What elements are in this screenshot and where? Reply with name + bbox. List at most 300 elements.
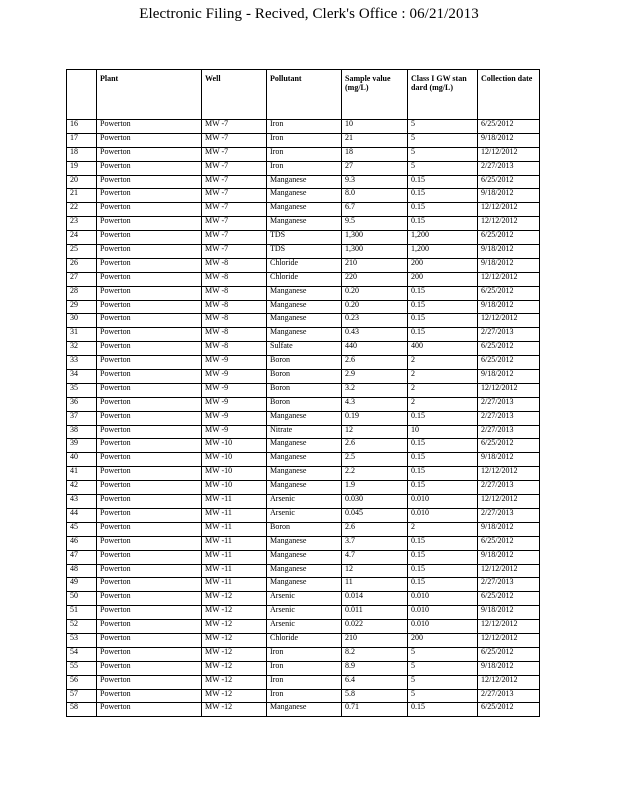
well-cell: MW -7 [202,133,267,147]
collection-date-cell: 6/25/2012 [478,342,540,356]
row-number: 46 [67,536,97,550]
row-number: 47 [67,550,97,564]
plant-cell: Powerton [97,245,202,259]
standard-cell: 0.15 [408,703,478,717]
pollutant-cell: Arsenic [267,592,342,606]
sample-value-cell: 0.014 [342,592,408,606]
pollutant-cell: Iron [267,675,342,689]
row-number: 52 [67,620,97,634]
standard-cell: 0.15 [408,536,478,550]
standard-cell: 0.15 [408,564,478,578]
sample-value-cell: 18 [342,147,408,161]
standard-cell: 5 [408,147,478,161]
well-cell: MW -9 [202,383,267,397]
standard-cell: 5 [408,647,478,661]
standard-cell: 200 [408,272,478,286]
pollutant-cell: Sulfate [267,342,342,356]
sample-value-cell: 11 [342,578,408,592]
row-number: 32 [67,342,97,356]
row-number: 40 [67,453,97,467]
table-row [67,606,540,620]
pollutant-cell: Manganese [267,286,342,300]
sample-value-cell: 5.8 [342,689,408,703]
collection-date-cell: 9/18/2012 [478,661,540,675]
table-row [67,133,540,147]
well-cell: MW -12 [202,592,267,606]
plant-cell: Powerton [97,425,202,439]
well-cell: MW -11 [202,495,267,509]
pollutant-cell: Manganese [267,481,342,495]
sample-value-cell: 0.022 [342,620,408,634]
well-cell: MW -7 [202,161,267,175]
standard-cell: 0.15 [408,453,478,467]
plant-cell: Powerton [97,397,202,411]
pollutant-cell: Manganese [267,411,342,425]
pollutant-cell: Manganese [267,453,342,467]
sample-value-cell: 2.2 [342,467,408,481]
plant-cell: Powerton [97,481,202,495]
row-number: 23 [67,217,97,231]
plant-cell: Powerton [97,328,202,342]
well-cell: MW -7 [202,217,267,231]
pollutant-cell: Chloride [267,633,342,647]
plant-cell: Powerton [97,161,202,175]
pollutant-cell: Manganese [267,536,342,550]
collection-date-cell: 9/18/2012 [478,245,540,259]
well-cell: MW -10 [202,481,267,495]
plant-cell: Powerton [97,647,202,661]
pollutant-cell: Iron [267,147,342,161]
sample-value-cell: 0.23 [342,314,408,328]
collection-date-cell: 6/25/2012 [478,286,540,300]
standard-cell: 200 [408,258,478,272]
table-row [67,453,540,467]
well-cell: MW -11 [202,522,267,536]
table-row [67,661,540,675]
well-cell: MW -7 [202,203,267,217]
sample-value-cell: 0.045 [342,508,408,522]
sample-value-cell: 4.7 [342,550,408,564]
sample-value-cell: 2.5 [342,453,408,467]
pollutant-cell: Nitrate [267,425,342,439]
table-row [67,328,540,342]
sample-value-cell: 21 [342,133,408,147]
sample-value-cell: 6.7 [342,203,408,217]
collection-date-cell: 12/12/2012 [478,272,540,286]
plant-cell: Powerton [97,606,202,620]
sample-value-cell: 0.030 [342,495,408,509]
pollutant-cell: TDS [267,245,342,259]
sample-value-cell: 0.71 [342,703,408,717]
table-row [67,189,540,203]
collection-date-cell: 9/18/2012 [478,453,540,467]
plant-cell: Powerton [97,147,202,161]
table-row [67,245,540,259]
collection-date-cell: 2/27/2013 [478,578,540,592]
row-number: 53 [67,633,97,647]
row-number: 51 [67,606,97,620]
standard-cell: 5 [408,161,478,175]
collection-date-cell: 12/12/2012 [478,147,540,161]
table-header-row [67,70,540,120]
table-row [67,620,540,634]
pollutant-cell: Arsenic [267,508,342,522]
collection-date-cell: 6/25/2012 [478,231,540,245]
row-number: 25 [67,245,97,259]
standard-cell: 0.010 [408,508,478,522]
pollutant-cell: Manganese [267,439,342,453]
sample-value-cell: 440 [342,342,408,356]
table-row [67,522,540,536]
standard-cell: 2 [408,356,478,370]
col-header-index [67,70,97,120]
sample-value-cell: 2.6 [342,439,408,453]
table-row [67,161,540,175]
collection-date-cell: 9/18/2012 [478,522,540,536]
well-cell: MW -9 [202,425,267,439]
well-cell: MW -12 [202,675,267,689]
well-cell: MW -12 [202,703,267,717]
plant-cell: Powerton [97,356,202,370]
sample-value-cell: 12 [342,425,408,439]
row-number: 17 [67,133,97,147]
collection-date-cell: 9/18/2012 [478,550,540,564]
pollutant-cell: Manganese [267,314,342,328]
standard-cell: 0.010 [408,592,478,606]
collection-date-cell: 2/27/2013 [478,481,540,495]
collection-date-cell: 12/12/2012 [478,564,540,578]
plant-cell: Powerton [97,467,202,481]
pollutant-cell: Manganese [267,467,342,481]
table-row [67,592,540,606]
table-row [67,300,540,314]
table-row [67,286,540,300]
collection-date-cell: 12/12/2012 [478,620,540,634]
row-number: 19 [67,161,97,175]
well-cell: MW -8 [202,328,267,342]
plant-cell: Powerton [97,495,202,509]
plant-cell: Powerton [97,203,202,217]
table-row [67,370,540,384]
table-row [67,397,540,411]
collection-date-cell: 9/18/2012 [478,133,540,147]
well-cell: MW -11 [202,536,267,550]
standard-cell: 2 [408,522,478,536]
collection-date-cell: 6/25/2012 [478,120,540,134]
row-number: 27 [67,272,97,286]
plant-cell: Powerton [97,175,202,189]
collection-date-cell: 12/12/2012 [478,467,540,481]
sample-value-cell: 0.20 [342,300,408,314]
standard-cell: 0.15 [408,481,478,495]
pollutant-cell: TDS [267,231,342,245]
pollutant-cell: Iron [267,120,342,134]
plant-cell: Powerton [97,189,202,203]
sample-value-cell: 1,300 [342,245,408,259]
pollutant-cell: Boron [267,383,342,397]
well-cell: MW -12 [202,661,267,675]
sample-value-cell: 4.3 [342,397,408,411]
sample-value-cell: 2.6 [342,356,408,370]
collection-date-cell: 12/12/2012 [478,495,540,509]
row-number: 37 [67,411,97,425]
plant-cell: Powerton [97,689,202,703]
standard-cell: 2 [408,383,478,397]
sample-value-cell: 2.6 [342,522,408,536]
sample-value-cell: 27 [342,161,408,175]
table-row [67,383,540,397]
collection-date-cell: 12/12/2012 [478,314,540,328]
collection-date-cell: 12/12/2012 [478,203,540,217]
plant-cell: Powerton [97,661,202,675]
standard-cell: 0.15 [408,411,478,425]
pollutant-cell: Manganese [267,203,342,217]
well-cell: MW -10 [202,467,267,481]
table-row [67,633,540,647]
sample-value-cell: 2.9 [342,370,408,384]
well-cell: MW -8 [202,342,267,356]
standard-cell: 200 [408,633,478,647]
well-cell: MW -10 [202,453,267,467]
plant-cell: Powerton [97,383,202,397]
well-cell: MW -8 [202,300,267,314]
plant-cell: Powerton [97,550,202,564]
sample-value-cell: 6.4 [342,675,408,689]
standard-cell: 0.15 [408,203,478,217]
well-cell: MW -7 [202,120,267,134]
pollutant-cell: Iron [267,689,342,703]
plant-cell: Powerton [97,231,202,245]
table-row [67,467,540,481]
sample-value-cell: 220 [342,272,408,286]
sample-value-cell: 1,300 [342,231,408,245]
table-row [67,258,540,272]
plant-cell: Powerton [97,258,202,272]
collection-date-cell: 12/12/2012 [478,383,540,397]
pollutant-cell: Manganese [267,217,342,231]
plant-cell: Powerton [97,272,202,286]
table-row [67,508,540,522]
standard-cell: 0.15 [408,439,478,453]
pollutant-cell: Boron [267,397,342,411]
row-number: 18 [67,147,97,161]
sample-value-cell: 3.2 [342,383,408,397]
collection-date-cell: 9/18/2012 [478,189,540,203]
well-cell: MW -12 [202,606,267,620]
table-row [67,342,540,356]
plant-cell: Powerton [97,286,202,300]
collection-date-cell: 2/27/2013 [478,689,540,703]
standard-cell: 0.15 [408,550,478,564]
pollutant-cell: Iron [267,661,342,675]
row-number: 44 [67,508,97,522]
sample-value-cell: 8.0 [342,189,408,203]
standard-cell: 0.15 [408,314,478,328]
row-number: 56 [67,675,97,689]
standard-cell: 5 [408,675,478,689]
standard-cell: 0.010 [408,495,478,509]
well-cell: MW -7 [202,147,267,161]
row-number: 33 [67,356,97,370]
groundwater-exceedance-table [66,69,540,717]
row-number: 30 [67,314,97,328]
table-row [67,314,540,328]
plant-cell: Powerton [97,508,202,522]
row-number: 49 [67,578,97,592]
row-number: 41 [67,467,97,481]
standard-cell: 400 [408,342,478,356]
row-number: 58 [67,703,97,717]
collection-date-cell: 9/18/2012 [478,300,540,314]
well-cell: MW -12 [202,620,267,634]
well-cell: MW -7 [202,189,267,203]
plant-cell: Powerton [97,439,202,453]
standard-cell: 0.15 [408,300,478,314]
well-cell: MW -12 [202,647,267,661]
pollutant-cell: Iron [267,647,342,661]
plant-cell: Powerton [97,411,202,425]
standard-cell: 0.15 [408,217,478,231]
well-cell: MW -9 [202,370,267,384]
collection-date-cell: 2/27/2013 [478,425,540,439]
sample-value-cell: 210 [342,633,408,647]
standard-cell: 1,200 [408,231,478,245]
table-row [67,175,540,189]
standard-cell: 1,200 [408,245,478,259]
table-row [67,147,540,161]
well-cell: MW -8 [202,314,267,328]
standard-cell: 0.15 [408,467,478,481]
standard-cell: 5 [408,120,478,134]
sample-value-cell: 9.5 [342,217,408,231]
pollutant-cell: Chloride [267,272,342,286]
plant-cell: Powerton [97,314,202,328]
plant-cell: Powerton [97,675,202,689]
well-cell: MW -11 [202,550,267,564]
well-cell: MW -8 [202,286,267,300]
well-cell: MW -12 [202,689,267,703]
collection-date-cell: 2/27/2013 [478,328,540,342]
pollutant-cell: Manganese [267,564,342,578]
standard-cell: 0.010 [408,620,478,634]
plant-cell: Powerton [97,300,202,314]
pollutant-cell: Arsenic [267,620,342,634]
table-row [67,647,540,661]
table-row [67,481,540,495]
sample-value-cell: 0.20 [342,286,408,300]
plant-cell: Powerton [97,564,202,578]
standard-cell: 5 [408,661,478,675]
plant-cell: Powerton [97,342,202,356]
sample-value-cell: 0.43 [342,328,408,342]
collection-date-cell: 12/12/2012 [478,675,540,689]
well-cell: MW -11 [202,564,267,578]
well-cell: MW -8 [202,272,267,286]
pollutant-cell: Boron [267,522,342,536]
collection-date-cell: 12/12/2012 [478,633,540,647]
col-header-well: Well [202,70,267,120]
well-cell: MW -7 [202,175,267,189]
plant-cell: Powerton [97,453,202,467]
pollutant-cell: Manganese [267,189,342,203]
plant-cell: Powerton [97,217,202,231]
table-body [67,120,540,717]
standard-cell: 5 [408,689,478,703]
table-row [67,689,540,703]
collection-date-cell: 6/25/2012 [478,703,540,717]
pollutant-cell: Iron [267,161,342,175]
collection-date-cell: 6/25/2012 [478,536,540,550]
well-cell: MW -9 [202,356,267,370]
collection-date-cell: 2/27/2013 [478,397,540,411]
row-number: 34 [67,370,97,384]
collection-date-cell: 6/25/2012 [478,647,540,661]
row-number: 36 [67,397,97,411]
row-number: 26 [67,258,97,272]
pollutant-cell: Arsenic [267,495,342,509]
row-number: 24 [67,231,97,245]
row-number: 43 [67,495,97,509]
well-cell: MW -11 [202,508,267,522]
table-row [67,495,540,509]
filing-stamp-header: Electronic Filing - Recived, Clerk's Office : 06/21/2013 [139,6,479,22]
well-cell: MW -11 [202,578,267,592]
table-row [67,536,540,550]
table-row [67,217,540,231]
collection-date-cell: 2/27/2013 [478,508,540,522]
row-number: 45 [67,522,97,536]
table-row [67,425,540,439]
table-row [67,356,540,370]
plant-cell: Powerton [97,633,202,647]
standard-cell: 0.15 [408,578,478,592]
table-row [67,272,540,286]
row-number: 16 [67,120,97,134]
row-number: 22 [67,203,97,217]
row-number: 29 [67,300,97,314]
table-row [67,564,540,578]
collection-date-cell: 2/27/2013 [478,161,540,175]
table-row [67,550,540,564]
plant-cell: Powerton [97,536,202,550]
table-row [67,203,540,217]
pollutant-cell: Boron [267,370,342,384]
standard-cell: 0.15 [408,189,478,203]
pollutant-cell: Manganese [267,703,342,717]
col-header-pollutant: Pollutant [267,70,342,120]
sample-value-cell: 8.2 [342,647,408,661]
well-cell: MW -9 [202,411,267,425]
plant-cell: Powerton [97,522,202,536]
pollutant-cell: Arsenic [267,606,342,620]
table-row [67,411,540,425]
plant-cell: Powerton [97,592,202,606]
pollutant-cell: Manganese [267,550,342,564]
plant-cell: Powerton [97,133,202,147]
table-row [67,578,540,592]
row-number: 28 [67,286,97,300]
standard-cell: 0.15 [408,175,478,189]
row-number: 42 [67,481,97,495]
collection-date-cell: 6/25/2012 [478,175,540,189]
col-header-class-i-standard: Class I GW stan dard (mg/L) [408,70,478,120]
collection-date-cell: 9/18/2012 [478,370,540,384]
standard-cell: 2 [408,397,478,411]
sample-value-cell: 12 [342,564,408,578]
pollutant-cell: Manganese [267,175,342,189]
standard-cell: 0.15 [408,286,478,300]
well-cell: MW -8 [202,258,267,272]
